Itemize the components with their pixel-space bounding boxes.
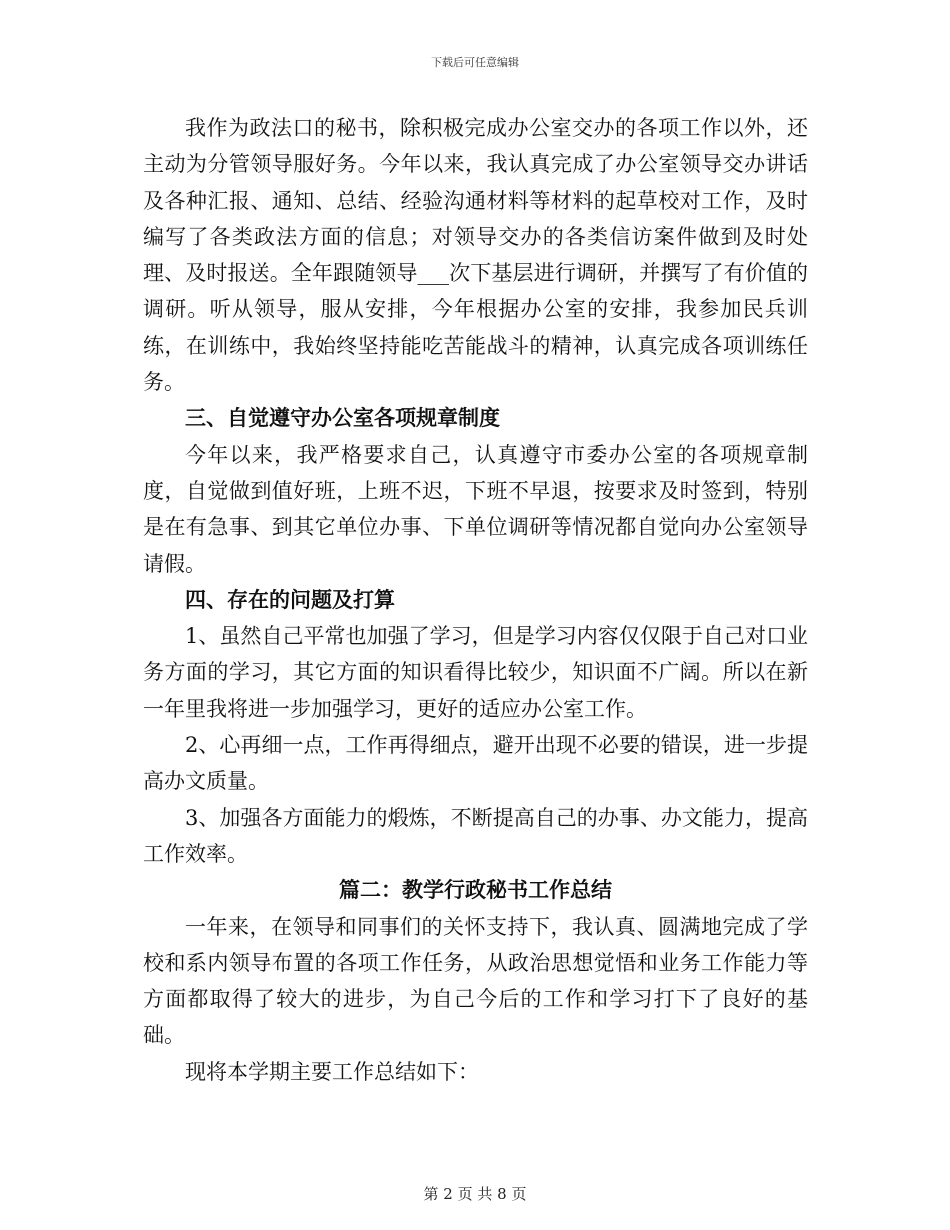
paragraph-issue-1: 1、虽然自己平常也加强了学习，但是学习内容仅仅限于自己对口业务方面的学习，其它方面的知识看得比较少，知识面不广阔。所以在新一年里我将进一步加强学习，更好的适应办公室工作。: [143, 624, 808, 721]
paragraph-secretary-duties: 我作为政法口的秘书，除积极完成办公室交办的各项工作以外，还主动为分管领导服好务。今年以来，我认真完成了办公室领导交办讲话及各种汇报、通知、总结、经验沟通材料等材料的起草校对工作，及时编写了各类政法方面的信息；对领导交办的各类信访案件做到及时处理、及时报送。全年跟随领导___次下基层进行调研，并撰写了有价值的调研。听从领导，服从安排，今年根据办公室的安排，我参加民兵训练，在训练中，我始终坚持能吃苦能战斗的精神，认真完成各项训练任务。: [143, 116, 808, 395]
section-heading-3: 三、自觉遵守办公室各项规章制度: [185, 406, 500, 431]
paragraph-year-summary: 一年来，在领导和同事们的关怀支持下，我认真、圆满地完成了学校和系内领导布置的各项工作任务，从政治思想觉悟和业务工作能力等方面都取得了较大的进步，为自己今后的工作和学习打下了良好的基础。: [143, 914, 808, 1048]
document-body: [143, 110, 808, 1090]
page-header: 下载后可任意编辑: [431, 56, 519, 69]
page-footer: 第 2 页 共 8 页: [423, 1185, 527, 1203]
paragraph-issue-3: 3、加强各方面能力的煅炼，不断提高自己的办事、办文能力，提高工作效率。: [143, 805, 808, 866]
section-heading-4: 四、存在的问题及打算: [185, 587, 395, 612]
paragraph-issue-2: 2、心再细一点，工作再得细点，避开出现不必要的错误，进一步提高办文质量。: [143, 733, 808, 794]
chapter-title: 篇二：教学行政秘书工作总结: [339, 878, 612, 903]
paragraph-rules: 今年以来，我严格要求自己，认真遵守市委办公室的各项规章制度，自觉做到值好班，上班不迟，下班不早退，按要求及时签到，特别是在有急事、到其它单位办事、下单位调研等情况都自觉向办公室领导请假。: [143, 442, 808, 576]
paragraph-intro-summary: 现将本学期主要工作总结如下：: [185, 1059, 479, 1084]
